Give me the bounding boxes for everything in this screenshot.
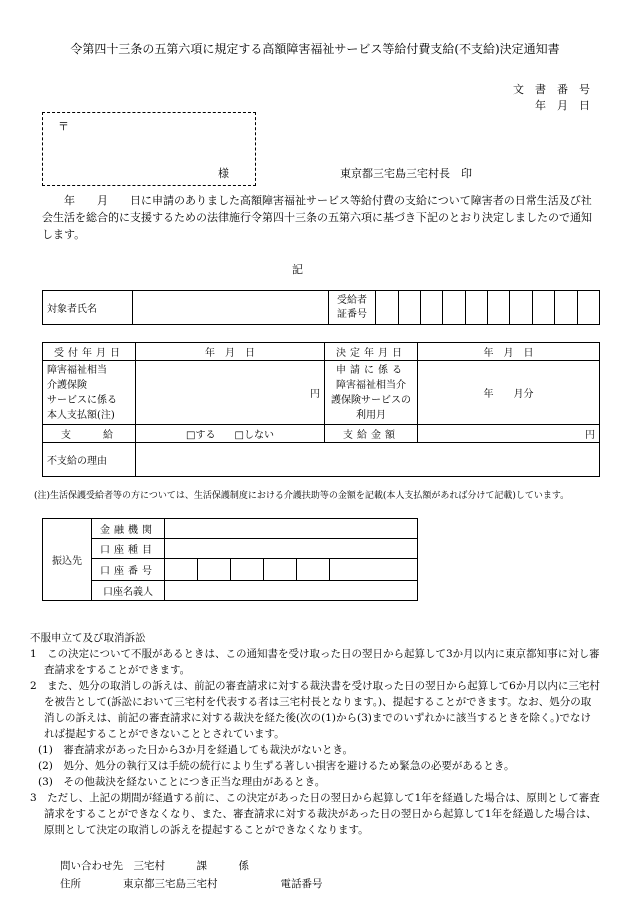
certificate-digit[interactable] (376, 291, 398, 325)
postal-mark: 〒 (58, 120, 69, 133)
document-number-label: 文 書 番 号 (513, 83, 590, 96)
footnote: (注)生活保護受給者等の方については、生活保護制度における介護扶助等の金額を記載(本人支払額があれば分けて記載)しています。 (34, 491, 570, 501)
document-date: 年 月 日 (535, 99, 590, 112)
certificate-digit[interactable] (398, 291, 420, 325)
bank-label: 振込先 (43, 519, 92, 601)
account-holder-label: 口座名義人 (92, 581, 165, 601)
account-digit[interactable] (264, 559, 297, 581)
certificate-digit[interactable] (510, 291, 532, 325)
bank-name-label: 金融機関 (92, 519, 165, 539)
amount-label: 支給金額 (325, 425, 418, 443)
certificate-digit[interactable] (421, 291, 443, 325)
certificate-label: 受給者 証番号 (328, 291, 376, 325)
name-field[interactable] (132, 291, 328, 325)
bank-name-field[interactable] (165, 519, 418, 539)
certificate-digit[interactable] (577, 291, 599, 325)
recipient-honorific: 様 (218, 167, 229, 180)
non-payment-reason-label: 不支給の理由 (43, 443, 136, 477)
bank-table (42, 518, 418, 601)
payment-yes-checkbox[interactable]: □する (186, 430, 216, 441)
account-number-label: 口座番号 (92, 559, 165, 581)
usage-month-value[interactable]: 年 月分 (418, 361, 600, 425)
objection-subitem: (2) 処分、処分の執行又は手続の続行により生ずる著しい損害を避けるため緊急の必要があるとき。 (38, 760, 515, 772)
non-payment-reason-field[interactable] (136, 443, 600, 477)
payment-label: 支 給 (43, 425, 136, 443)
objection-subitem: (1) 審査請求があった日から3か月を経過しても裁決がないとき。 (38, 744, 354, 756)
payment-options (136, 425, 325, 443)
document-number-block (470, 82, 590, 114)
receipt-date-value[interactable]: 年 月 日 (136, 343, 325, 361)
account-digit[interactable] (165, 559, 198, 581)
certificate-digit[interactable] (532, 291, 554, 325)
decision-date-value[interactable]: 年 月 日 (418, 343, 600, 361)
account-type-label: 口座種目 (92, 539, 165, 559)
objection-paragraph: 1 この決定について不服があるときは、この通知書を受け取った日の翌日から起算して3か月以内に東京都知事に対し審査請求をすることができます。 (30, 648, 600, 676)
account-digit[interactable] (297, 559, 330, 581)
objection-subitem: (3) その他裁決を経ないことにつき正当な理由があるとき。 (38, 776, 326, 788)
document-title: 令第四十三条の五第六項に規定する高額障害福祉サービス等給付費支給(不支給)決定通知書 (70, 42, 560, 56)
self-pay-amount[interactable]: 円 (136, 361, 325, 425)
account-digit[interactable] (198, 559, 231, 581)
account-type-field[interactable] (165, 539, 418, 559)
account-holder-field[interactable] (165, 581, 418, 601)
ki-heading: 記 (292, 263, 303, 276)
recipient-table (42, 290, 600, 325)
certificate-digit[interactable] (443, 291, 465, 325)
sender-name: 東京都三宅島三宅村長 印 (340, 167, 472, 180)
objection-body (30, 646, 600, 838)
contact-address: 住所 東京都三宅島三宅村 電話番号 (60, 878, 323, 890)
certificate-digit[interactable] (465, 291, 487, 325)
payment-no-checkbox[interactable]: □しない (234, 430, 274, 441)
objection-paragraph: 2 また、処分の取消しの訴えは、前記の審査請求に対する裁決書を受け取った日の翌日から起算して6か月以内に三宅村を被告として(訴訟において三宅村を代表する者は三宅村長となります。)、提起することができます。なお、処分の取消しの訴えは、前記の審査請求に対する裁決を経た後(次の(1)から(3)までのいずれかに該当するときを除く。)でなければ提起することができないこととされています。 (30, 680, 600, 740)
amount-value[interactable]: 円 (418, 425, 600, 443)
certificate-digit[interactable] (555, 291, 577, 325)
usage-month-label: 申請に係る 障害福祉相当介 護保険サービスの 利用月 (325, 361, 418, 425)
receipt-date-label: 受付年月日 (43, 343, 136, 361)
self-pay-label: 障害福祉相当 介護保険 サービスに係る 本人支払額(注) (43, 361, 136, 425)
contact-line: 問い合わせ先 三宅村 課 係 (60, 860, 249, 872)
account-digit[interactable] (330, 559, 418, 581)
name-label: 対象者氏名 (43, 291, 133, 325)
decision-table (42, 342, 600, 477)
decision-date-label: 決定年月日 (325, 343, 418, 361)
account-digit[interactable] (231, 559, 264, 581)
intro-paragraph: 年 月 日に申請のありました高額障害福祉サービス等給付費の支給について障害者の日常生活及び社会生活を総合的に支援するための法律施行令第四十三条の五第六項に基づき下記のとおり決定しましたので通知します。 (42, 194, 592, 241)
objection-title: 不服申立て及び取消訴訟 (30, 632, 146, 644)
objection-paragraph: 3 ただし、上記の期間が経過する前に、この決定があった日の翌日から起算して1年を経過した場合は、原則として審査請求をすることができなくなり、また、審査請求に対する裁決があった日の翌日から起算して1年を経過した場合は、原則として決定の取消しの訴えを提起することができなくなります。 (30, 792, 600, 836)
certificate-digit[interactable] (488, 291, 510, 325)
